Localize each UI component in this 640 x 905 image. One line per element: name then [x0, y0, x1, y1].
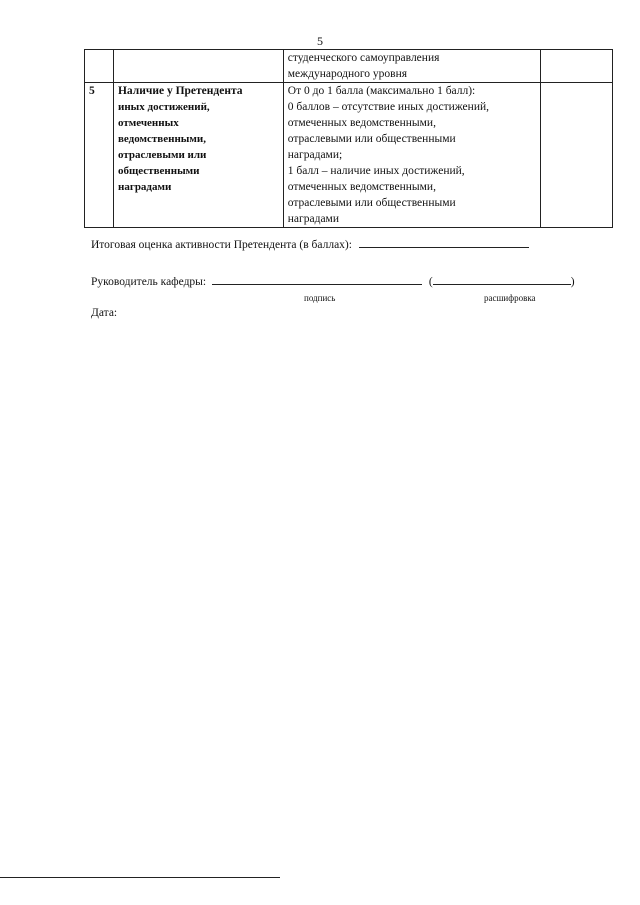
criterion-title: [113, 83, 283, 228]
table-row: [85, 83, 613, 228]
criterion-line: иных достижений,: [117, 101, 210, 113]
score-cell[interactable]: [540, 83, 612, 228]
scoring-line: отмеченных ведомственными,: [287, 181, 436, 193]
cell-number-empty: [85, 50, 114, 83]
date-label: Дата:: [91, 307, 118, 319]
criterion-line: наградами: [117, 181, 172, 193]
scoring-line: 1 балл – наличие иных достижений,: [287, 165, 465, 177]
continuation-line: международного уровня: [287, 68, 408, 80]
decoding-field[interactable]: [433, 273, 571, 285]
criterion-line: отмеченных: [117, 117, 179, 129]
head-signature-line: [91, 273, 611, 288]
scoring-line: отраслевыми или общественными: [287, 197, 456, 209]
cell-criterion-empty: [113, 50, 283, 83]
table-row-continuation: [85, 50, 613, 83]
scoring-line: наградами: [287, 213, 339, 225]
criteria-table: [84, 49, 613, 228]
criterion-line: отраслевыми или: [117, 149, 207, 161]
close-paren: ): [570, 276, 575, 288]
footnote-divider: [0, 877, 280, 878]
total-score-field[interactable]: [359, 236, 529, 248]
scoring-line: отмеченных ведомственными,: [287, 117, 436, 129]
total-score-line: [91, 236, 529, 251]
total-score-label: Итоговая оценка активности Претендента (в баллах):: [91, 239, 352, 251]
scoring-line: От 0 до 1 балла (максимально 1 балл):: [287, 85, 476, 97]
row-number: 5: [85, 83, 114, 228]
scoring-description: [283, 83, 540, 228]
scoring-line: отраслевыми или общественными: [287, 133, 456, 145]
scoring-line: 0 баллов – отсутствие иных достижений,: [287, 101, 489, 113]
cell-scoring-continuation: [283, 50, 540, 83]
criterion-line: ведомственными,: [117, 133, 206, 145]
criterion-line: Наличие у Претендента: [117, 85, 243, 97]
decoding-caption: расшифровка: [484, 293, 536, 303]
open-paren: (: [428, 276, 433, 288]
criterion-line: общественными: [117, 165, 200, 177]
cell-score-empty: [540, 50, 612, 83]
page-number: 5: [317, 34, 323, 48]
signature-field[interactable]: [212, 273, 422, 285]
head-label: Руководитель кафедры:: [91, 276, 207, 288]
scoring-line: наградами;: [287, 149, 343, 161]
signature-caption: подпись: [304, 293, 336, 303]
continuation-line: студенческого самоуправления: [287, 52, 440, 64]
